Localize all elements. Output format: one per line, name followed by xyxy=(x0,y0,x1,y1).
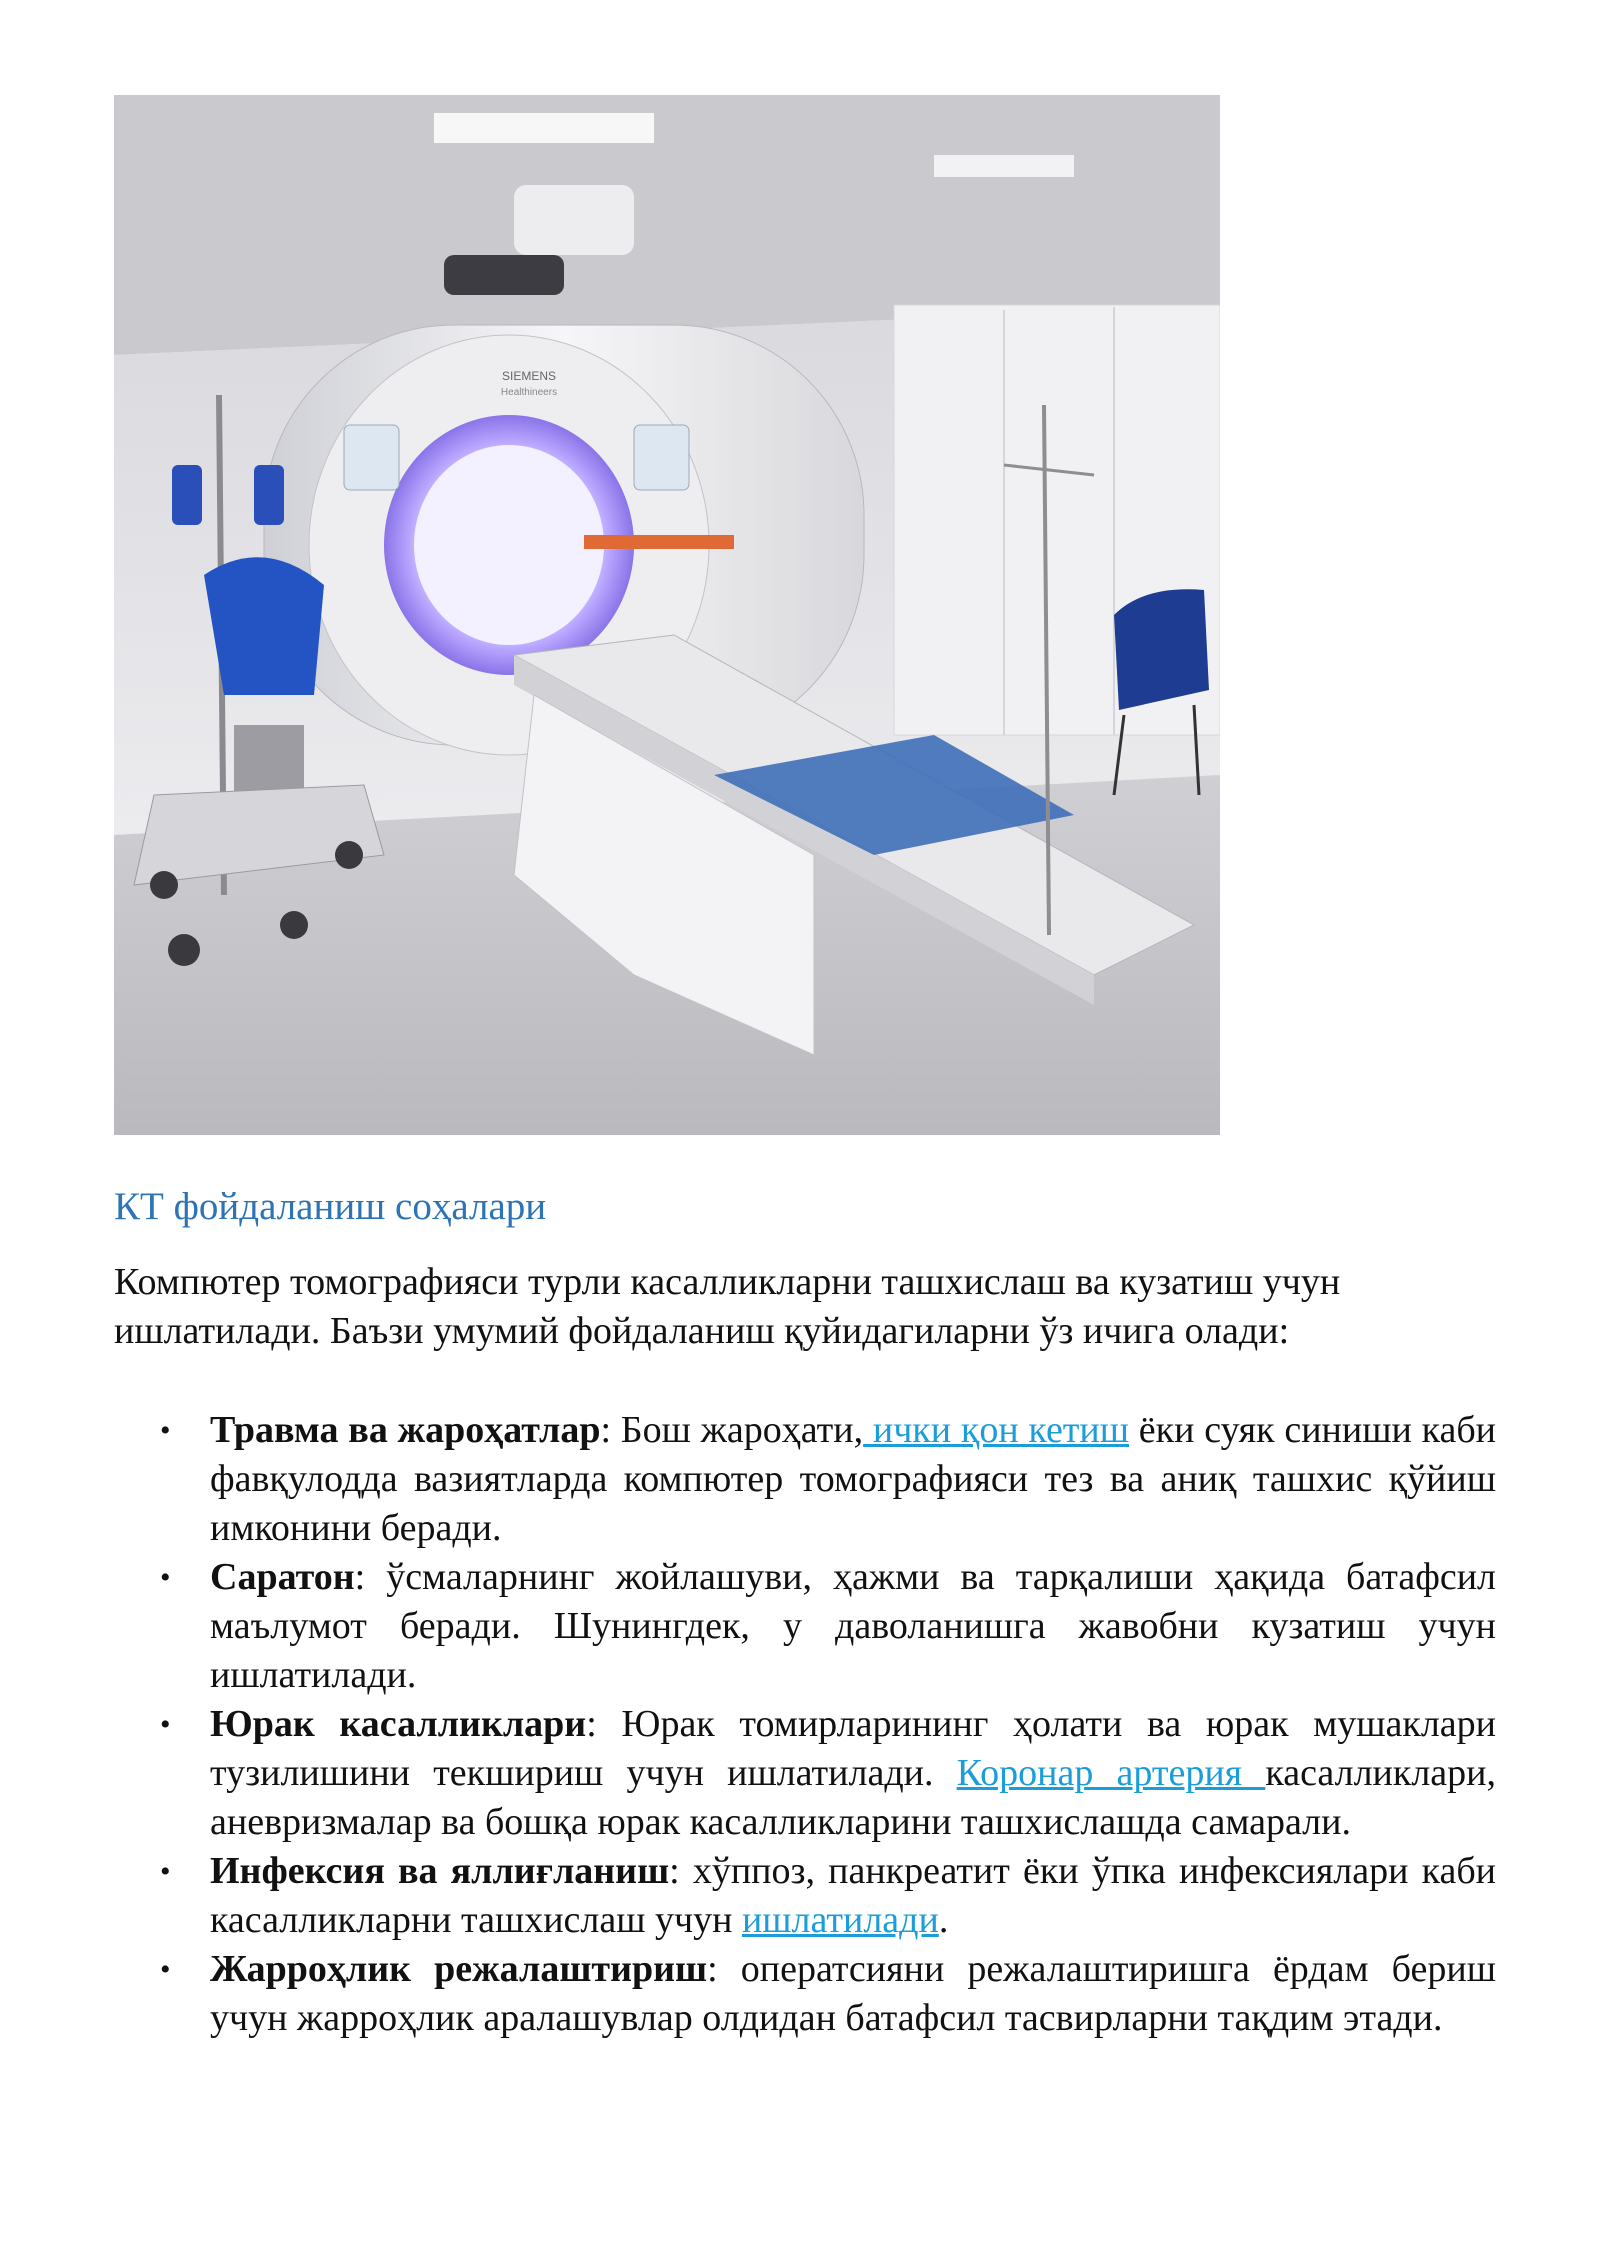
item-title: Юрак касалликлари xyxy=(210,1703,587,1745)
item-title: Травма ва жароҳатлар xyxy=(210,1409,601,1451)
item-text: : Бош жароҳати, xyxy=(600,1409,864,1451)
item-text: : ўсмаларнинг жойлашуви, ҳажми ва тарқалиши ҳақида батафсил маълумот беради. Шунингдек, у даволанишга жавобни кузатиш учун ишлатилади. xyxy=(210,1556,1496,1696)
list-item xyxy=(114,1700,1496,1847)
item-text: : оператсияни режалаштиришга ёрдам бериш учун жарроҳлик аралашувлар олдидан батафсил тасвирларни тақдим этади. xyxy=(210,1948,1496,2039)
bullet-icon: • xyxy=(160,1561,171,1594)
uses-list xyxy=(114,1406,1496,2043)
item-text: ёки суяк синиши каби фавқулодда вазиятларда компютер томографияси тез ва аниқ ташхис қўйиш имконини беради. xyxy=(210,1409,1496,1549)
scanner-brand-text: SIEMENS xyxy=(501,369,557,383)
item-text: : хўппоз, панкреатит ёки ўпка инфексиялари каби касалликларни ташхислаш учун xyxy=(210,1850,1496,1941)
coronary-artery-link[interactable]: Коронар артерия xyxy=(956,1752,1266,1794)
internal-bleeding-link[interactable]: ички қон кетиш xyxy=(863,1409,1130,1451)
list-item xyxy=(114,1945,1496,2043)
item-title: Инфексия ва яллиғланиш xyxy=(210,1850,670,1892)
bullet-icon: • xyxy=(160,1708,171,1741)
bullet-icon: • xyxy=(160,1953,171,1986)
item-text: касалликлари, аневризмалар ва бошқа юрак касалликларини ташхислашда самарали. xyxy=(210,1752,1496,1843)
list-item xyxy=(114,1406,1496,1553)
list-item xyxy=(114,1847,1496,1945)
used-link[interactable]: ишлатилади xyxy=(741,1899,939,1941)
item-text: . xyxy=(938,1899,949,1941)
item-title: Саратон xyxy=(210,1556,355,1598)
item-title: Жарроҳлик режалаштириш xyxy=(210,1948,708,1990)
scanner-subbrand-text: Healthineers xyxy=(500,387,558,398)
item-text: : Юрак томирларининг ҳолати ва юрак мушаклари тузилишини текшириш учун ишлатилади. xyxy=(210,1703,1497,1794)
bullet-icon: • xyxy=(160,1414,171,1447)
ct-scanner-photo xyxy=(114,95,1220,1135)
list-item xyxy=(114,1553,1496,1700)
bullet-icon: • xyxy=(160,1855,171,1888)
section-heading: КТ фойдаланиш соҳалари xyxy=(114,1185,547,1228)
intro-paragraph: Компютер томографияси турли касалликларни ташхислаш ва кузатиш учун ишлатилади. Баъзи умумий фойдаланиш қуйидагиларни ўз ичига олади: xyxy=(114,1261,1341,1352)
